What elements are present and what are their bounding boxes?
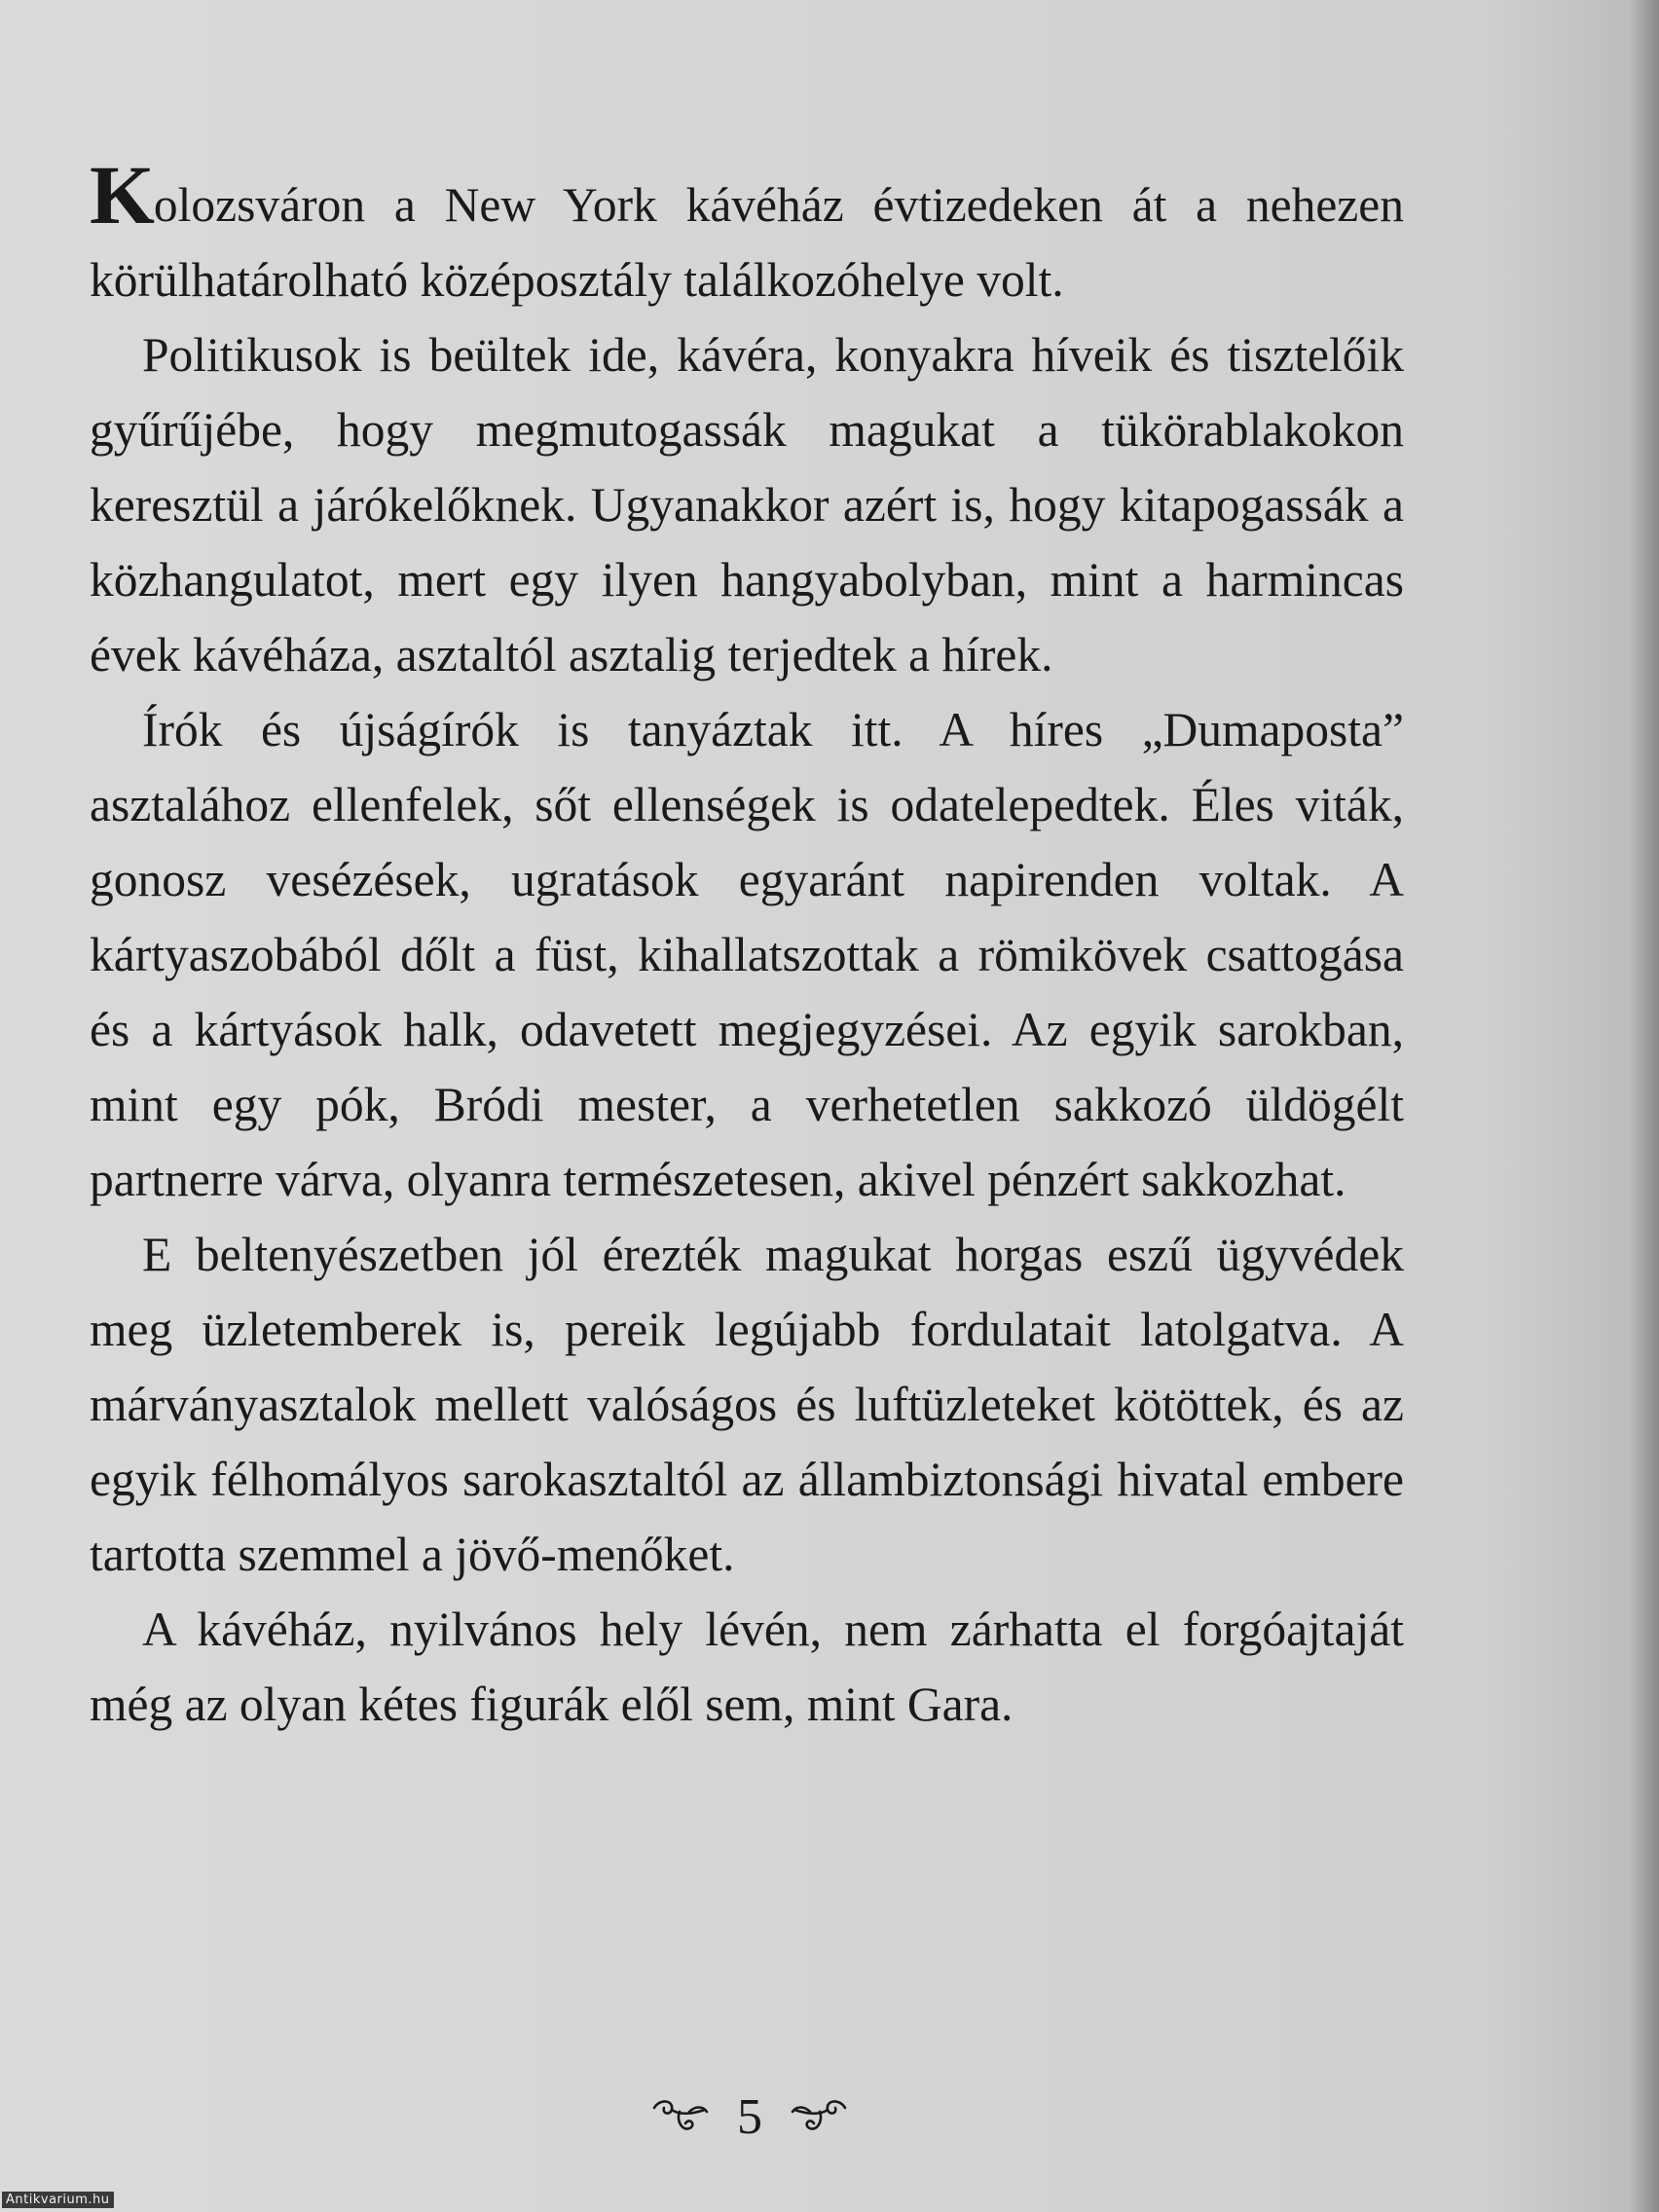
paragraph-3: Írók és újságírók is tanyáztak itt. A híres „Dumaposta” asztalához ellenfelek, sőt ellenségek is odatelepedtek. Éles viták, gonosz vesézések, ugratások egyaránt napirenden voltak. A kártyaszobából dőlt a füst, kihallatszottak a römikövek csattogása és a kártyások halk, odavetett megjegyzései. Az egyik sarokban, mint egy pók, Bródi mester, a verhetetlen sakkozó üldögélt partnerre várva, olyanra természetesen, akivel pénzért sakkozhat. — [90, 703, 1404, 1206]
watermark: Antikvarium.hu — [2, 2192, 114, 2208]
page-footer — [0, 2083, 1499, 2146]
drop-cap: K — [90, 148, 153, 241]
paragraph-1-text: olozsváron a New York kávéház évtizedeken át a nehezen körülhatárolható középosztály találkozóhelye volt. — [90, 178, 1404, 307]
paragraph-5: A kávéház, nyilvános hely lévén, nem zárhatta el forgóajtaját még az olyan kétes figurák elől sem, mint Gara. — [90, 1603, 1404, 1731]
page-number: 5 — [737, 2088, 762, 2145]
scroll-ornament-right-icon — [789, 2094, 849, 2139]
scroll-ornament-left-icon — [650, 2094, 711, 2139]
paragraph-2: Politikusok is beültek ide, kávéra, konyakra híveik és tisztelőik gyűrűjébe, hogy megmutogassák magukat a tükörablakokon keresztül a járókelőknek. Ugyanakkor azért is, hogy kitapogassák a közhangulatot, mert egy ilyen hangyabolyban, mint a harmincas évek kávéháza, asztaltól asztalig terjedtek a hírek. — [90, 328, 1404, 682]
paragraph-4: E beltenyészetben jól érezték magukat horgas eszű ügyvédek meg üzletemberek is, pereik legújabb fordulatait latolgatva. A márványasztalok mellett valóságos és luftüzleteket kötöttek, és az egyik félhomályos sarokasztaltól az állambiztonsági hivatal embere tartotta szemmel a jövő-menőket. — [90, 1228, 1404, 1581]
body-text — [90, 148, 1404, 1742]
paragraph-1 — [90, 148, 1404, 317]
